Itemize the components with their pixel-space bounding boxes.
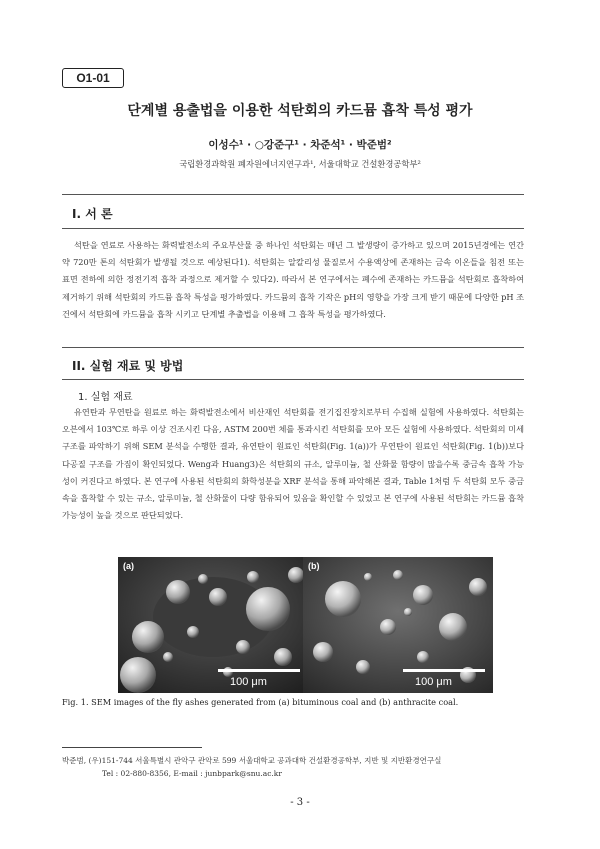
materials-paragraph (62, 404, 524, 524)
section-rule-bottom (62, 379, 524, 380)
footnote-divider (62, 747, 202, 748)
panel-label-a: (a) (123, 561, 134, 571)
section-heading-introduction: I. 서 론 (72, 207, 113, 221)
sem-image-b (303, 557, 493, 693)
section-rule-top (62, 194, 524, 195)
footnote-address: 박준범, (우)151-744 서울특별시 관악구 관악로 599 서울대학교 공과대학 건설환경공학부, 지반 및 지반환경연구실 (62, 756, 442, 765)
paper-title: 단계별 용출법을 이용한 석탄회의 카드뮴 흡착 특성 평가 (127, 103, 473, 119)
section-rule-top (62, 347, 524, 348)
footnote (62, 754, 532, 780)
sem-image-a (118, 557, 308, 693)
footnote-contact: Tel : 02-880-8356, E-mail : junbpark@snu.ac.kr (102, 769, 282, 778)
subsection-heading-materials: 1. 실험 재료 (78, 392, 133, 403)
scale-bar-label-b: 100 μm (415, 676, 452, 688)
section-rule-bottom (62, 228, 524, 229)
materials-text: 유연탄과 무연탄을 원료로 하는 화력발전소에서 비산재인 석탄회를 전기집진장치로부터 수집해 실험에 사용하였다. 석탄회는 오븐에서 103℃로 하루 이상 건조시킨 다음, ASTM 200번 체를 통과시킨 석탄회를 모아 모든 실험에 사용하였다. 석탄회의 미세구조를 파악하기 위해 SEM 분석을 수행한 결과, 유연탄이 원료인 석탄회(Fig. 1(a))가 무연탄이 원료인 석탄회(Fig. 1(b))보다 다공질 구조를 가짐이 확인되었다. Weng과 Huang3)은 석탄회의 규소, 알루미늄, 철 산화물 함량이 많을수록 중금속 흡착 가능성이 커진다고 하였다. 본 연구에 사용된 석탄회의 화학성분을 XRF 분석을 통해 파악해본 결과, Table 1처럼 두 석탄회 모두 중금속을 흡착할 수 있는 규소, 알루미늄, 철 산화물이 다량 함유되어 있음을 확인할 수 있었고 본 연구에 사용된 석탄회는 카드뮴 흡착 가능성이 높을 것으로 판단되었다. (62, 407, 524, 521)
page-number: - 3 - (290, 797, 310, 808)
section-heading-methods: II. 실험 재료 및 방법 (72, 359, 184, 373)
introduction-text: 석탄을 연료로 사용하는 화력발전소의 주요부산물 중 하나인 석탄회는 매년 그 발생량이 증가하고 있으며 2015년경에는 연간 약 720만 톤의 석탄회가 발생될 것으로 예상된다1). 석탄회는 알칼리성 물질로서 수용액상에 존재하는 금속 이온들을 침전 또는 표면 전하에 의한 정전기적 흡착 과정으로 제거할 수 있다2). 따라서 본 연구에서는 폐수에 존재하는 카드뮴을 석탄회로 흡착하여 제거하기 위해 석탄회의 카드뮴 흡착 특성을 평가하였다. 카드뮴의 흡착 기작은 pH의 영향을 가장 크게 받기 때문에 다양한 pH 조건에서 석탄회에 카드뮴을 흡착 시키고 단계별 추출법을 이용해 그 흡착 특성을 평가하였다. (62, 240, 524, 319)
author-list: 이성수¹ · ○강준구¹ · 차준석¹ · 박준범² (208, 139, 392, 151)
figure-caption: Fig. 1. SEM images of the fly ashes generated from (a) bituminous coal and (b) anthracite coal. (62, 697, 459, 707)
session-code-badge: O1-01 (62, 68, 124, 88)
panel-label-b: (b) (308, 561, 320, 571)
scale-bar-label-a: 100 μm (230, 676, 267, 688)
introduction-paragraph (62, 237, 524, 323)
affiliation: 국립환경과학원 폐자원에너지연구과¹, 서울대학교 건설환경공학부² (179, 159, 421, 169)
